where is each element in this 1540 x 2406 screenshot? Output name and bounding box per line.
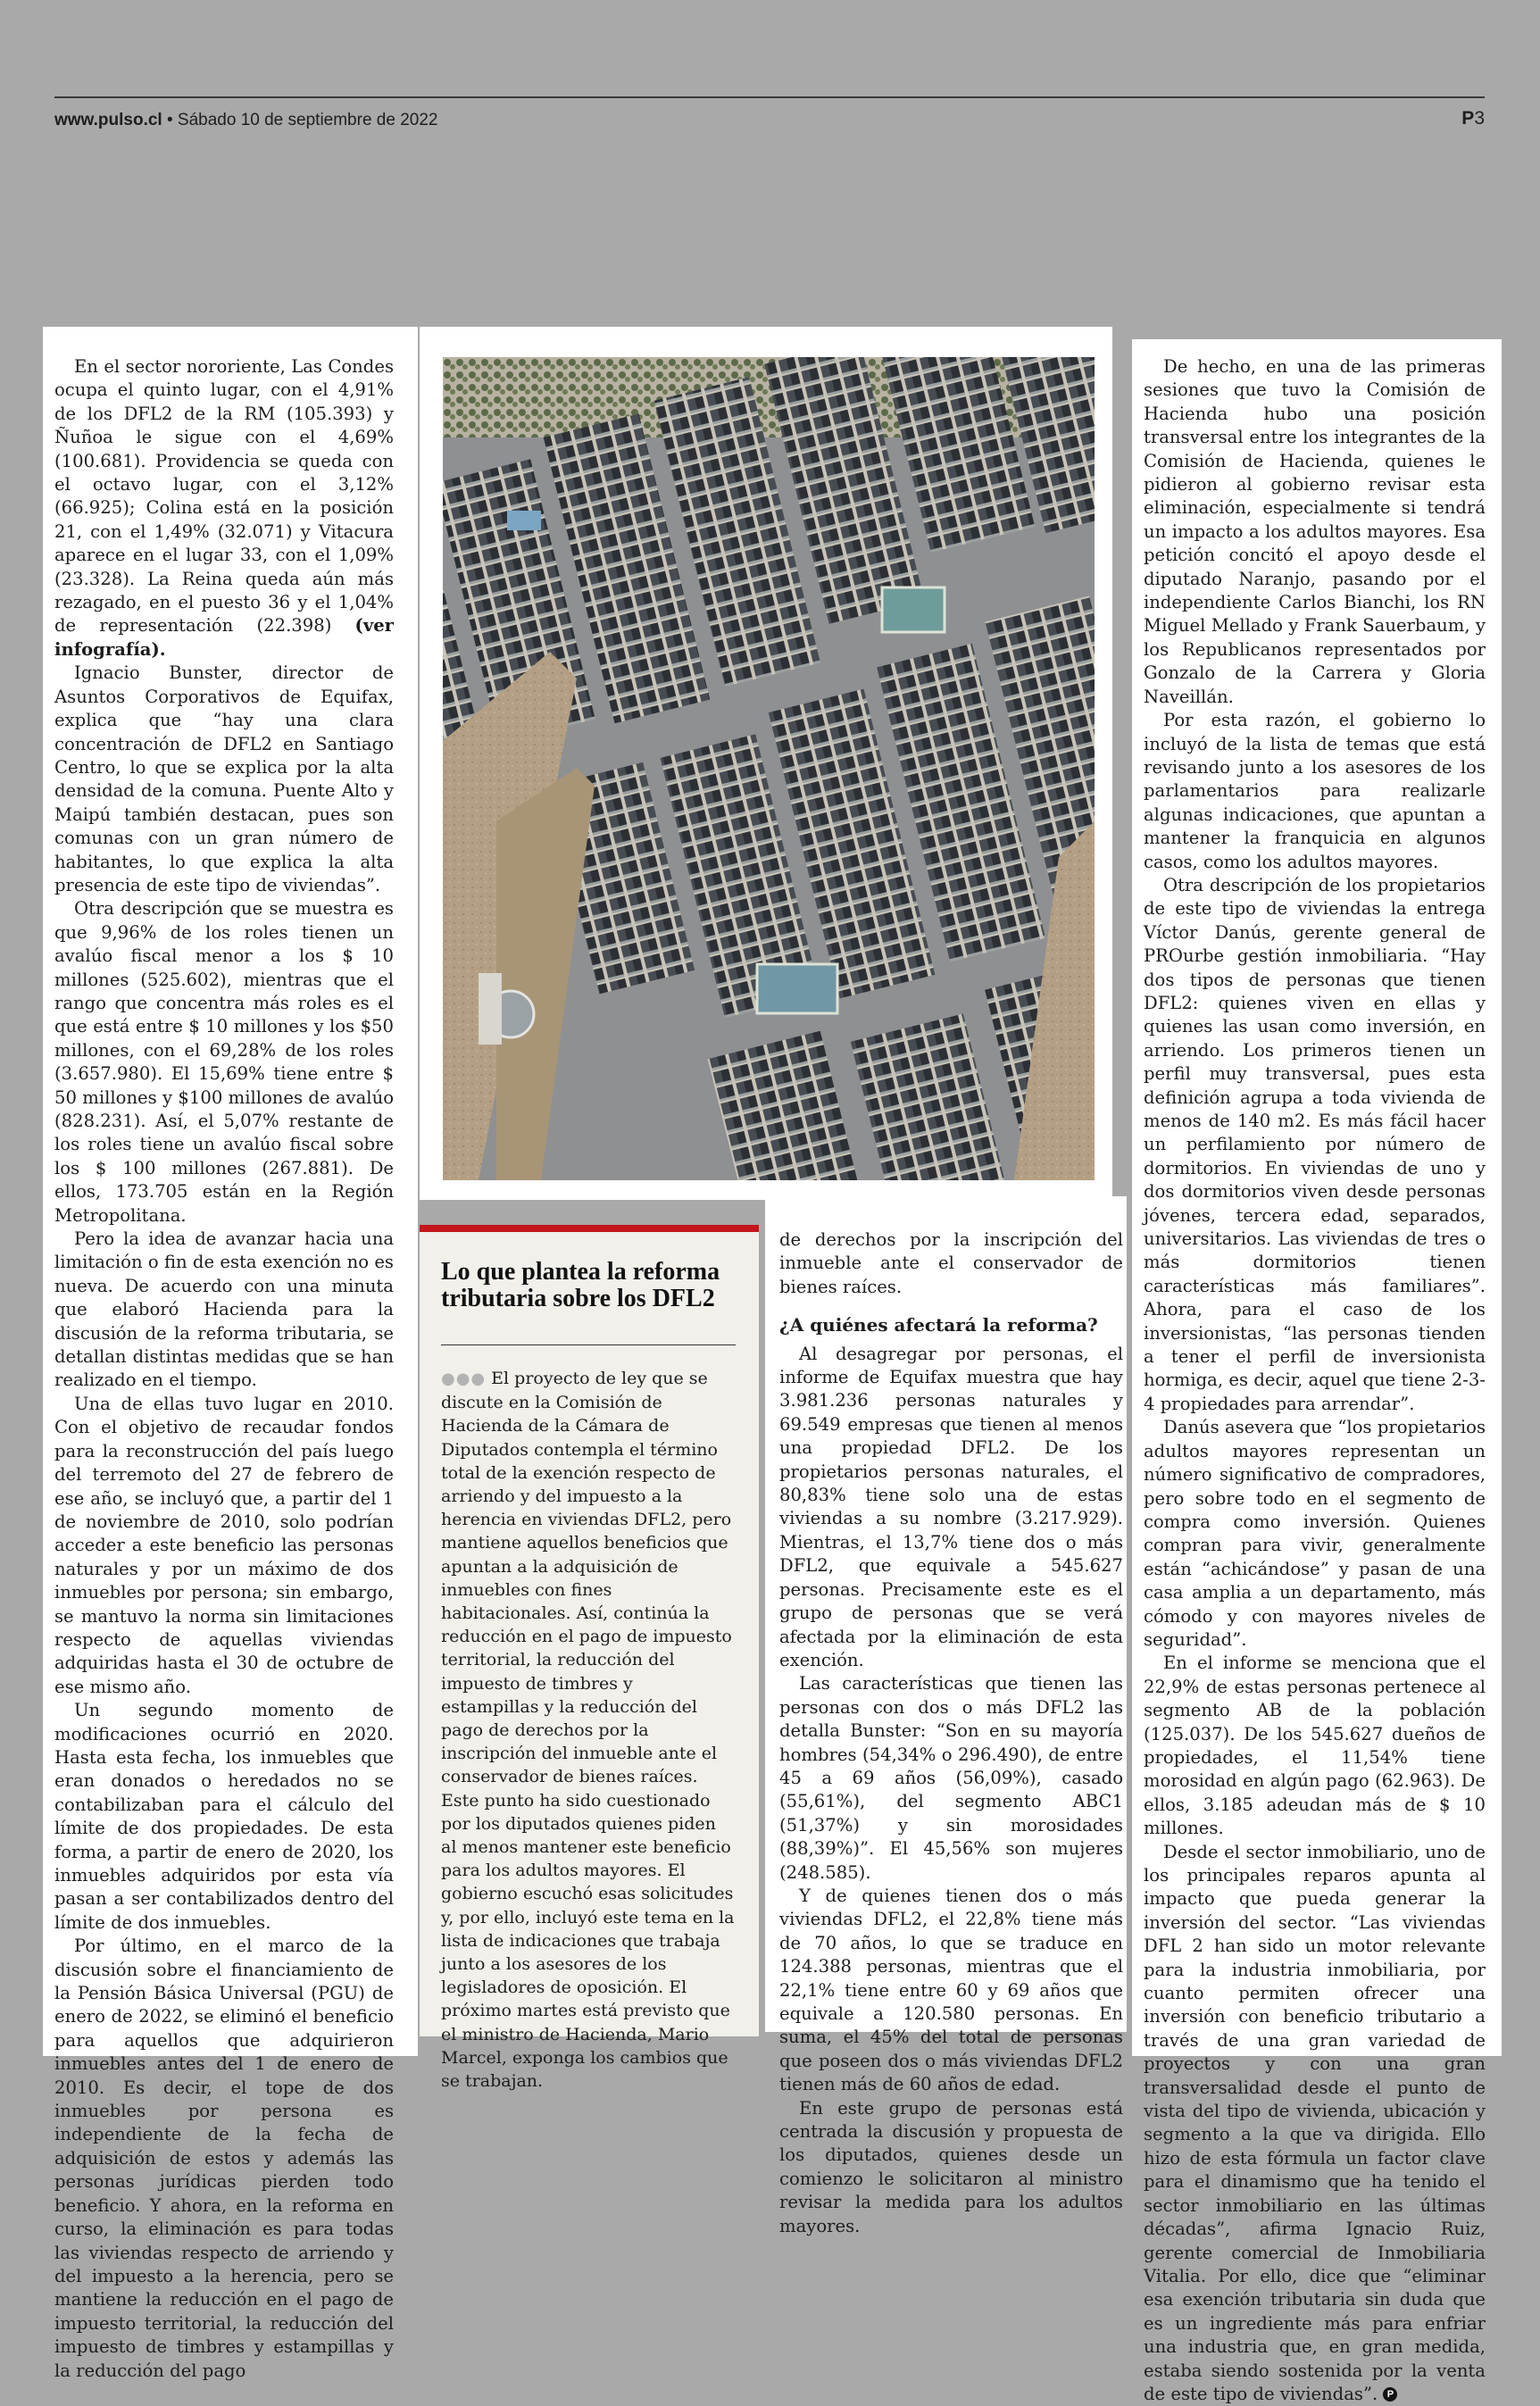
paragraph: Y de quienes tienen dos o más viviendas DFL2, el 22,8% tiene más de 70 años, lo que se traduce en 124.388 personas, mientras que el 22,1% tiene entre 60 y 69 años que equivale a 120.580 personas. En suma, el 45% del total de personas que poseen dos o más viviendas DFL2 tienen más de 60 años de edad. [779,1885,1123,2095]
sidebar-box [420,1225,759,2092]
end-of-article-icon: P [1383,2387,1397,2402]
paragraph: En el informe se menciona que el 22,9% de estas personas pertenece al segmento AB de la población (125.037). De los 545.627 dueños de propiedades, el 11,54% tiene morosidad en algún pago (62.963). De ellos, 3.185 adeudan más de $ 10 millones. [1144,1653,1486,1839]
paragraph: En este grupo de personas está centrada la discusión y propuesta de los diputados, quienes desde un comienzo le solicitaron al ministro revisar la medida para los adultos mayores. [779,2097,1123,2236]
infographic-link[interactable]: (ver infografía). [54,615,394,660]
aerial-housing-photo [443,357,1095,1180]
sidebar-body: ●●● El proyecto de ley que se discute en la Comisión de Hacienda de la Cámara de Diputados contempla el término total de la exención respecto de arriendo y del impuesto a la herencia en viviendas DFL2, pero mantiene aquellos beneficios que apuntan a la adquisición de inmuebles con fines habitacionales. Así, continúa la reducción en el pago de impuesto territorial, la reducción del impuesto de timbres y estampillas y la reducción del pago de derechos por la inscripción del inmueble ante el conservador de bienes raíces. Este punto ha sido cuestionado por los diputados quienes piden al menos mantener este beneficio para los adultos mayores. El gobierno escuchó esas solicitudes y, por ello, incluyó este tema en la lista de indicaciones que trabaja junto a los asesores de los legisladores de oposición. El próximo martes está previsto que el ministro de Hacienda, Mario Marcel, exponga los cambios que se trabajan. [441,1369,735,2092]
header-rule [54,96,1485,98]
paragraph: Ignacio Bunster, director de Asuntos Corporativos de Equifax, explica que “hay una clara concentración de DFL2 en Santiago Centro, lo que se explica por la alta densidad de la comuna. Puente Alto y Maipú también destacan, pues son comunas con un gran número de habitantes, lo que explica la alta presencia de este tipo de viviendas”. [54,662,394,895]
paragraph: Un segundo momento de modificaciones ocurrió en 2020. Hasta esta fecha, los inmuebles que eran donados o heredados no se contabilizaban para el cálculo del límite de dos propiedades. De esta forma, a partir de enero de 2020, los inmuebles adquiridos por esta vía pasan a ser contabilizados dentro del límite de dos inmuebles. [54,1700,394,1933]
paragraph: Otra descripción que se muestra es que 9,96% de los roles tienen un avalúo fiscal menor a los $ 10 millones (525.602), mientras que el rango que concentra más roles es el que está entre $ 10 millones y los $50 millones, con el 69,28% de los roles (3.657.980). El 15,69% tiene entre $ 50 millones y $100 millones de avalúo (828.231). Así, el 5,07% restante de los roles tiene un avalúo fiscal sobre los $ 100 millones (267.881). De ellos, 173.705 están en la Región Metropolitana. [54,898,394,1226]
site-url[interactable]: www.pulso.cl [54,111,162,129]
column-1 [54,355,394,2383]
pulso-logo-mark: P [1461,108,1475,129]
section-subhead: ¿A quiénes afectará la reforma? [779,1314,1098,1336]
page-number: P3 [1461,108,1485,129]
paragraph: Otra descripción de los propietarios de este tipo de viviendas la entrega Víctor Danús, gerente general de PROurbe gestión inmobiliaria. “Hay dos tipos de personas que tienen DFL2: quienes viven en ellas y quienes las usan como inversión, en arriendo. Los primeros tienen un perfil muy transversal, pues esta definición agrupa a toda vivienda de menos de 140 m2. Es más fácil hacer un perfilamiento por número de dormitorios. En viviendas de uno y dos dormitorios viven desde personas jóvenes, tercera edad, separados, universitarios. Las viviendas de tres o más dormitorios tienen características más familiares”. Ahora, para el caso de los inversionistas, “las personas tienden a tener el perfil de inversionista hormiga, es decir, aquel que tiene 2-3-4 propiedades para arrendar”. [1144,874,1486,1414]
paragraph: Una de ellas tuvo lugar en 2010. Con el objetivo de recaudar fondos para la reconstrucción del país luego del terremoto del 27 de febrero de ese año, se incluyó que, a partir del 1 de noviembre de 2010, solo podrían acceder a este beneficio las personas naturales y por un máximo de dos inmuebles por persona; sin embargo, se mantuvo la norma sin limitaciones respecto de aquellas viviendas adquiridas hasta el 30 de octubre de ese mismo año. [54,1393,394,1697]
paragraph: De hecho, en una de las primeras sesiones que tuvo la Comisión de Hacienda hubo una posición transversal entre los integrantes de la Comisión de Hacienda, quienes le pidieron al gobierno revisar esta eliminación, especialmente si tendrá un impacto a los adultos mayores. Esa petición concitó el apoyo desde el diputado Naranjo, pasando por el independiente Carlos Bianchi, los RN Miguel Mellado y Frank Sauerbaum, y los Republicanos representados por Gonzalo de la Carrera y Gloria Naveillán. [1144,356,1486,707]
paragraph: Desde el sector inmobiliario, uno de los principales reparos apunta al impacto que pueda generar la inversión del sector. “Las viviendas DFL 2 han sido un motor relevante para la industria inmobiliaria, por cuanto permiten ofrecer una inversión con beneficio tributario a través de una gran variedad de proyectos y con una gran transversalidad desde el punto de vista del tipo de vivienda, ubicación y segmento a la que va dirigida. Ello hizo de esta fórmula un factor clave para el dinamismo que ha tenido el sector inmobiliario en las últimas décadas”, afirma Ignacio Ruiz, gerente comercial de Inmobiliaria Vitalia. Por ello, dice que “eliminar esa exención tributaria sin duda que es un ingrediente más para enfriar una industria que, en gran medida, estaba siendo sostenida por la venta de este tipo de viviendas”. P [1144,1841,1486,2404]
column-3 [779,1228,1123,2238]
bullet-dots-icon: ●●● [441,1370,487,1388]
issue-date: • Sábado 10 de septiembre de 2022 [166,111,438,129]
paragraph: Al desagregar por personas, el informe de Equifax muestra que hay 3.981.236 personas naturales y 69.549 empresas que tienen al menos una propiedad DFL2. De los propietarios personas naturales, el 80,83% tiene solo una de estas viviendas a su nombre (3.217.929). Mientras, el 13,7% tiene dos o más DFL2, que equivale a 545.627 personas. Precisamente este es el grupo de personas que se verá afectada por la eliminación de esta exención. [779,1343,1123,1670]
paragraph: En el sector nororiente, Las Condes ocupa el quinto lugar, con el 4,91% de los DFL2 de la RM (105.393) y Ñuñoa le sigue con el 4,69% (100.681). Providencia se queda con el octavo lugar, con el 3,12% (66.925); Colina está en la posición 21, con el 1,49% (32.071) y Vitacura aparece en el lugar 33, con el 1,09% (23.328). La Reina queda aún más rezagado, en el puesto 36 y el 1,04% de representación (22.398) (ver infografía). [54,356,394,660]
paragraph: Las características que tienen las personas con dos o más DFL2 las detalla Bunster: “Son en su mayoría hombres (54,34% o 296.490), de entre 45 a 69 años (56,09%), casado (55,61%), del segmento ABC1 (51,37%) y sin morosidades (88,39%)”. El 45,56% son mujeres (248.585). [779,1673,1123,1883]
header-site-date [54,111,437,130]
column-4 [1144,355,1486,2406]
paragraph: Por esta razón, el gobierno lo incluyó de la lista de temas que está revisando junto a los asesores de los parlamentarios para realizarle algunas indicaciones, que apuntan a mantener la franquicia en algunos casos, como los adultos mayores. [1144,710,1486,872]
paragraph: Pero la idea de avanzar hacia una limitación o fin de esta exención no es nueva. De acuerdo con una minuta que elaboró Hacienda para la discusión de la reforma tributaria, se detallan distintas medidas que se han realizado en el tiempo. [54,1228,394,1391]
aerial-photo-illustration [443,357,1095,1180]
paragraph: Por último, en el marco de la discusión sobre el financiamiento de la Pensión Básica Universal (PGU) de enero de 2022, se eliminó el beneficio para aquellos que adquirieron inmuebles antes del 1 de enero de 2010. Es decir, el tope de dos inmuebles por persona es independiente de la fecha de adquisición de estos y además las personas jurídicas pierden todo beneficio. Y ahora, en la reforma en curso, la eliminación es para todas las viviendas respecto de arriendo y del impuesto a la herencia, pero se mantiene la reducción en el pago de impuesto territorial, la reducción del impuesto de timbres y estampillas y la reducción del pago [54,1936,394,2381]
paragraph: de derechos por la inscripción del inmueble ante el conservador de bienes raíces. [779,1229,1123,1297]
sidebar-title: Lo que plantea la reforma tributaria sobre los DFL2 [441,1258,720,1312]
paragraph: Danús asevera que “los propietarios adultos mayores representan un número significativo de compradores, pero sobre todo en el segmento de compra como inversión. Quienes compran para vivir, generalmente están “achicándose” y pasan de una casa amplia a un departamento, más cómodo y con mayores niveles de seguridad”. [1144,1417,1486,1650]
